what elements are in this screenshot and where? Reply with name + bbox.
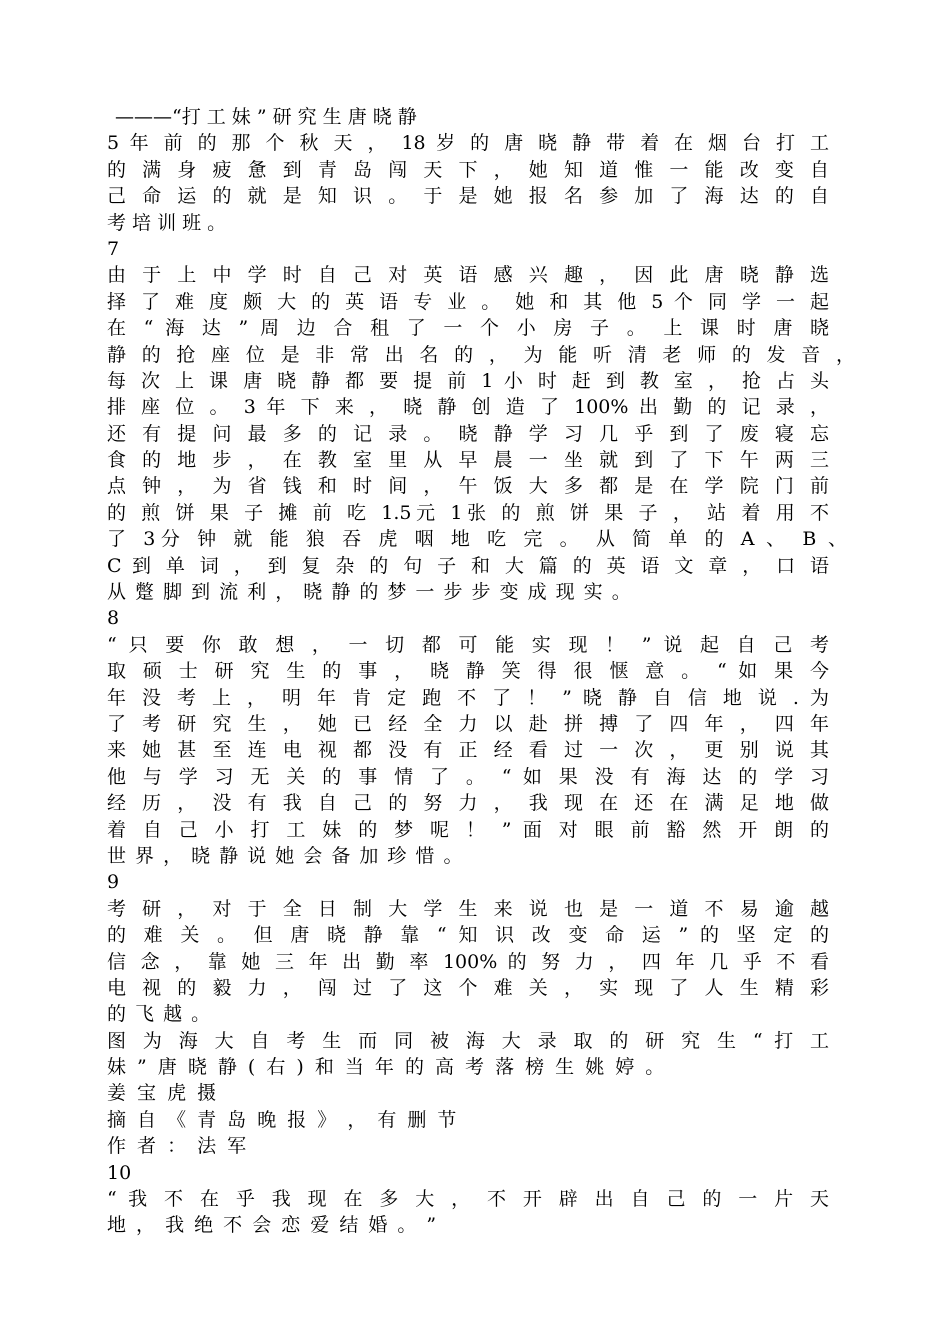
- subtitle: ———“打 工 妹 ” 研 究 生 唐 晓 静: [115, 106, 417, 128]
- paragraph-1-line: 考 培 训 班 。: [107, 211, 227, 234]
- paragraph-2-line: 点 钟 ， 为 省 钱 和 时 间 ， 午 饭 大 多 都 是 在 学 院 门 前: [107, 475, 829, 498]
- source-note: 摘 自 《 青 岛 晚 报 》 ， 有 删 节: [107, 1108, 457, 1131]
- paragraph-2-line: 排 座 位 。 3 年 下 来 ， 晓 静 创 造 了 100% 出 勤 的 记 录 ，: [107, 396, 829, 419]
- paragraph-3-line: 取 硕 士 研 究 生 的 事 ， 晓 静 笑 得 很 惬 意 。 “ 如 果 今: [107, 660, 829, 683]
- section-number-7: 7: [107, 237, 120, 260]
- paragraph-2-line: 在 “ 海 达 ” 周 边 合 租 了 一 个 小 房 子 。 上 课 时 唐 晓: [107, 317, 829, 340]
- paragraph-3-line: 经 历 ， 没 有 我 自 己 的 努 力 ， 我 现 在 还 在 满 足 地 做: [107, 792, 829, 815]
- paragraph-3-line: 他 与 学 习 无 关 的 事 情 了 。 “ 如 果 没 有 海 达 的 学 习: [107, 765, 829, 788]
- paragraph-2-line: 由 于 上 中 学 时 自 己 对 英 语 感 兴 趣 ， 因 此 唐 晓 静 选: [107, 264, 829, 287]
- section-number-9: 9: [107, 871, 120, 894]
- paragraph-2-line: 的 煎 饼 果 子 摊 前 吃 1.5元 1张 的 煎 饼 果 子 ， 站 着 用 不: [107, 501, 829, 524]
- photographer-credit: 姜 宝 虎 摄: [107, 1082, 217, 1105]
- paragraph-5-line: 地 ， 我 绝 不 会 恋 爱 结 婚 。 ”: [107, 1214, 437, 1237]
- paragraph-2-line: 每 次 上 课 唐 晓 静 都 要 提 前 1 小 时 赶 到 教 室 ， 抢 占 头: [107, 369, 829, 392]
- paragraph-3-line: 了 考 研 究 生 ， 她 已 经 全 力 以 赴 拼 搏 了 四 年 ， 四 年: [107, 712, 829, 735]
- paragraph-3-line: 年 没 考 上 ， 明 年 肯 定 跑 不 了 ！ ” 晓 静 自 信 地 说 . 为: [107, 686, 829, 709]
- paragraph-3-line: “ 只 要 你 敢 想 ， 一 切 都 可 能 实 现 ！ ” 说 起 自 己 考: [107, 633, 829, 656]
- document-body: [107, 104, 855, 1239]
- paragraph-4-line: 的 难 关 。 但 唐 晓 静 靠 “ 知 识 改 变 命 运 ” 的 坚 定 的: [107, 924, 829, 947]
- section-number-8: 8: [107, 607, 120, 630]
- paragraph-2-line: 择 了 难 度 颇 大 的 英 语 专 业 。 她 和 其 他 5 个 同 学 一 起: [107, 290, 829, 313]
- paragraph-1-line: 的 满 身 疲 惫 到 青 岛 闯 天 下 ， 她 知 道 惟 一 能 改 变 自: [107, 158, 829, 181]
- paragraph-1-line: 己 命 运 的 就 是 知 识 。 于 是 她 报 名 参 加 了 海 达 的 自: [107, 185, 829, 208]
- author-credit: 作 者 ： 法 军: [107, 1135, 247, 1158]
- paragraph-1-line: 5 年 前 的 那 个 秋 天 ， 18 岁 的 唐 晓 静 带 着 在 烟 台 打 工: [107, 132, 829, 155]
- paragraph-2-line: C 到 单 词 ， 到 复 杂 的 句 子 和 大 篇 的 英 语 文 章 ， 口 语: [107, 554, 829, 577]
- paragraph-5-line: “ 我 不 在 乎 我 现 在 多 大 ， 不 开 辟 出 自 己 的 一 片 天: [107, 1188, 829, 1211]
- paragraph-4-line: 的 飞 越 。: [107, 1003, 211, 1026]
- paragraph-2-line: 还 有 提 问 最 多 的 记 录 。 晓 静 学 习 几 乎 到 了 废 寝 忘: [107, 422, 829, 445]
- paragraph-3-line: 着 自 己 小 打 工 妹 的 梦 呢 ！ ” 面 对 眼 前 豁 然 开 朗 的: [107, 818, 829, 841]
- photo-caption-line: 妹 ” 唐 晓 静 ( 右 ) 和 当 年 的 高 考 落 榜 生 姚 婷 。: [107, 1056, 665, 1079]
- paragraph-2-line: 了 3分 钟 就 能 狼 吞 虎 咽 地 吃 完 。 从 简 单 的 A 、 B 、: [107, 528, 847, 551]
- photo-caption-line: 图 为 海 大 自 考 生 而 同 被 海 大 录 取 的 研 究 生 “ 打 工: [107, 1029, 829, 1052]
- paragraph-3-line: 来 她 甚 至 连 电 视 都 没 有 正 经 看 过 一 次 ， 更 别 说 其: [107, 739, 829, 762]
- paragraph-2-line: 静 的 抢 座 位 是 非 常 出 名 的 ， 为 能 听 清 老 师 的 发 音 ，: [107, 343, 855, 366]
- paragraph-4-line: 信 念 ， 靠 她 三 年 出 勤 率 100% 的 努 力 ， 四 年 几 乎 不 看: [107, 950, 829, 973]
- paragraph-3-line: 世 界 ， 晓 静 说 她 会 备 加 珍 惜 。: [107, 844, 463, 867]
- section-number-10: 10: [107, 1161, 132, 1184]
- paragraph-2-line: 食 的 地 步 ， 在 教 室 里 从 早 晨 一 坐 就 到 了 下 午 两 三: [107, 449, 829, 472]
- paragraph-4-line: 电 视 的 毅 力 ， 闯 过 了 这 个 难 关 ， 实 现 了 人 生 精 彩: [107, 976, 829, 999]
- paragraph-4-line: 考 研 ， 对 于 全 日 制 大 学 生 来 说 也 是 一 道 不 易 逾 越: [107, 897, 829, 920]
- paragraph-2-line: 从 蹩 脚 到 流 利 ， 晓 静 的 梦 一 步 步 变 成 现 实 。: [107, 581, 631, 604]
